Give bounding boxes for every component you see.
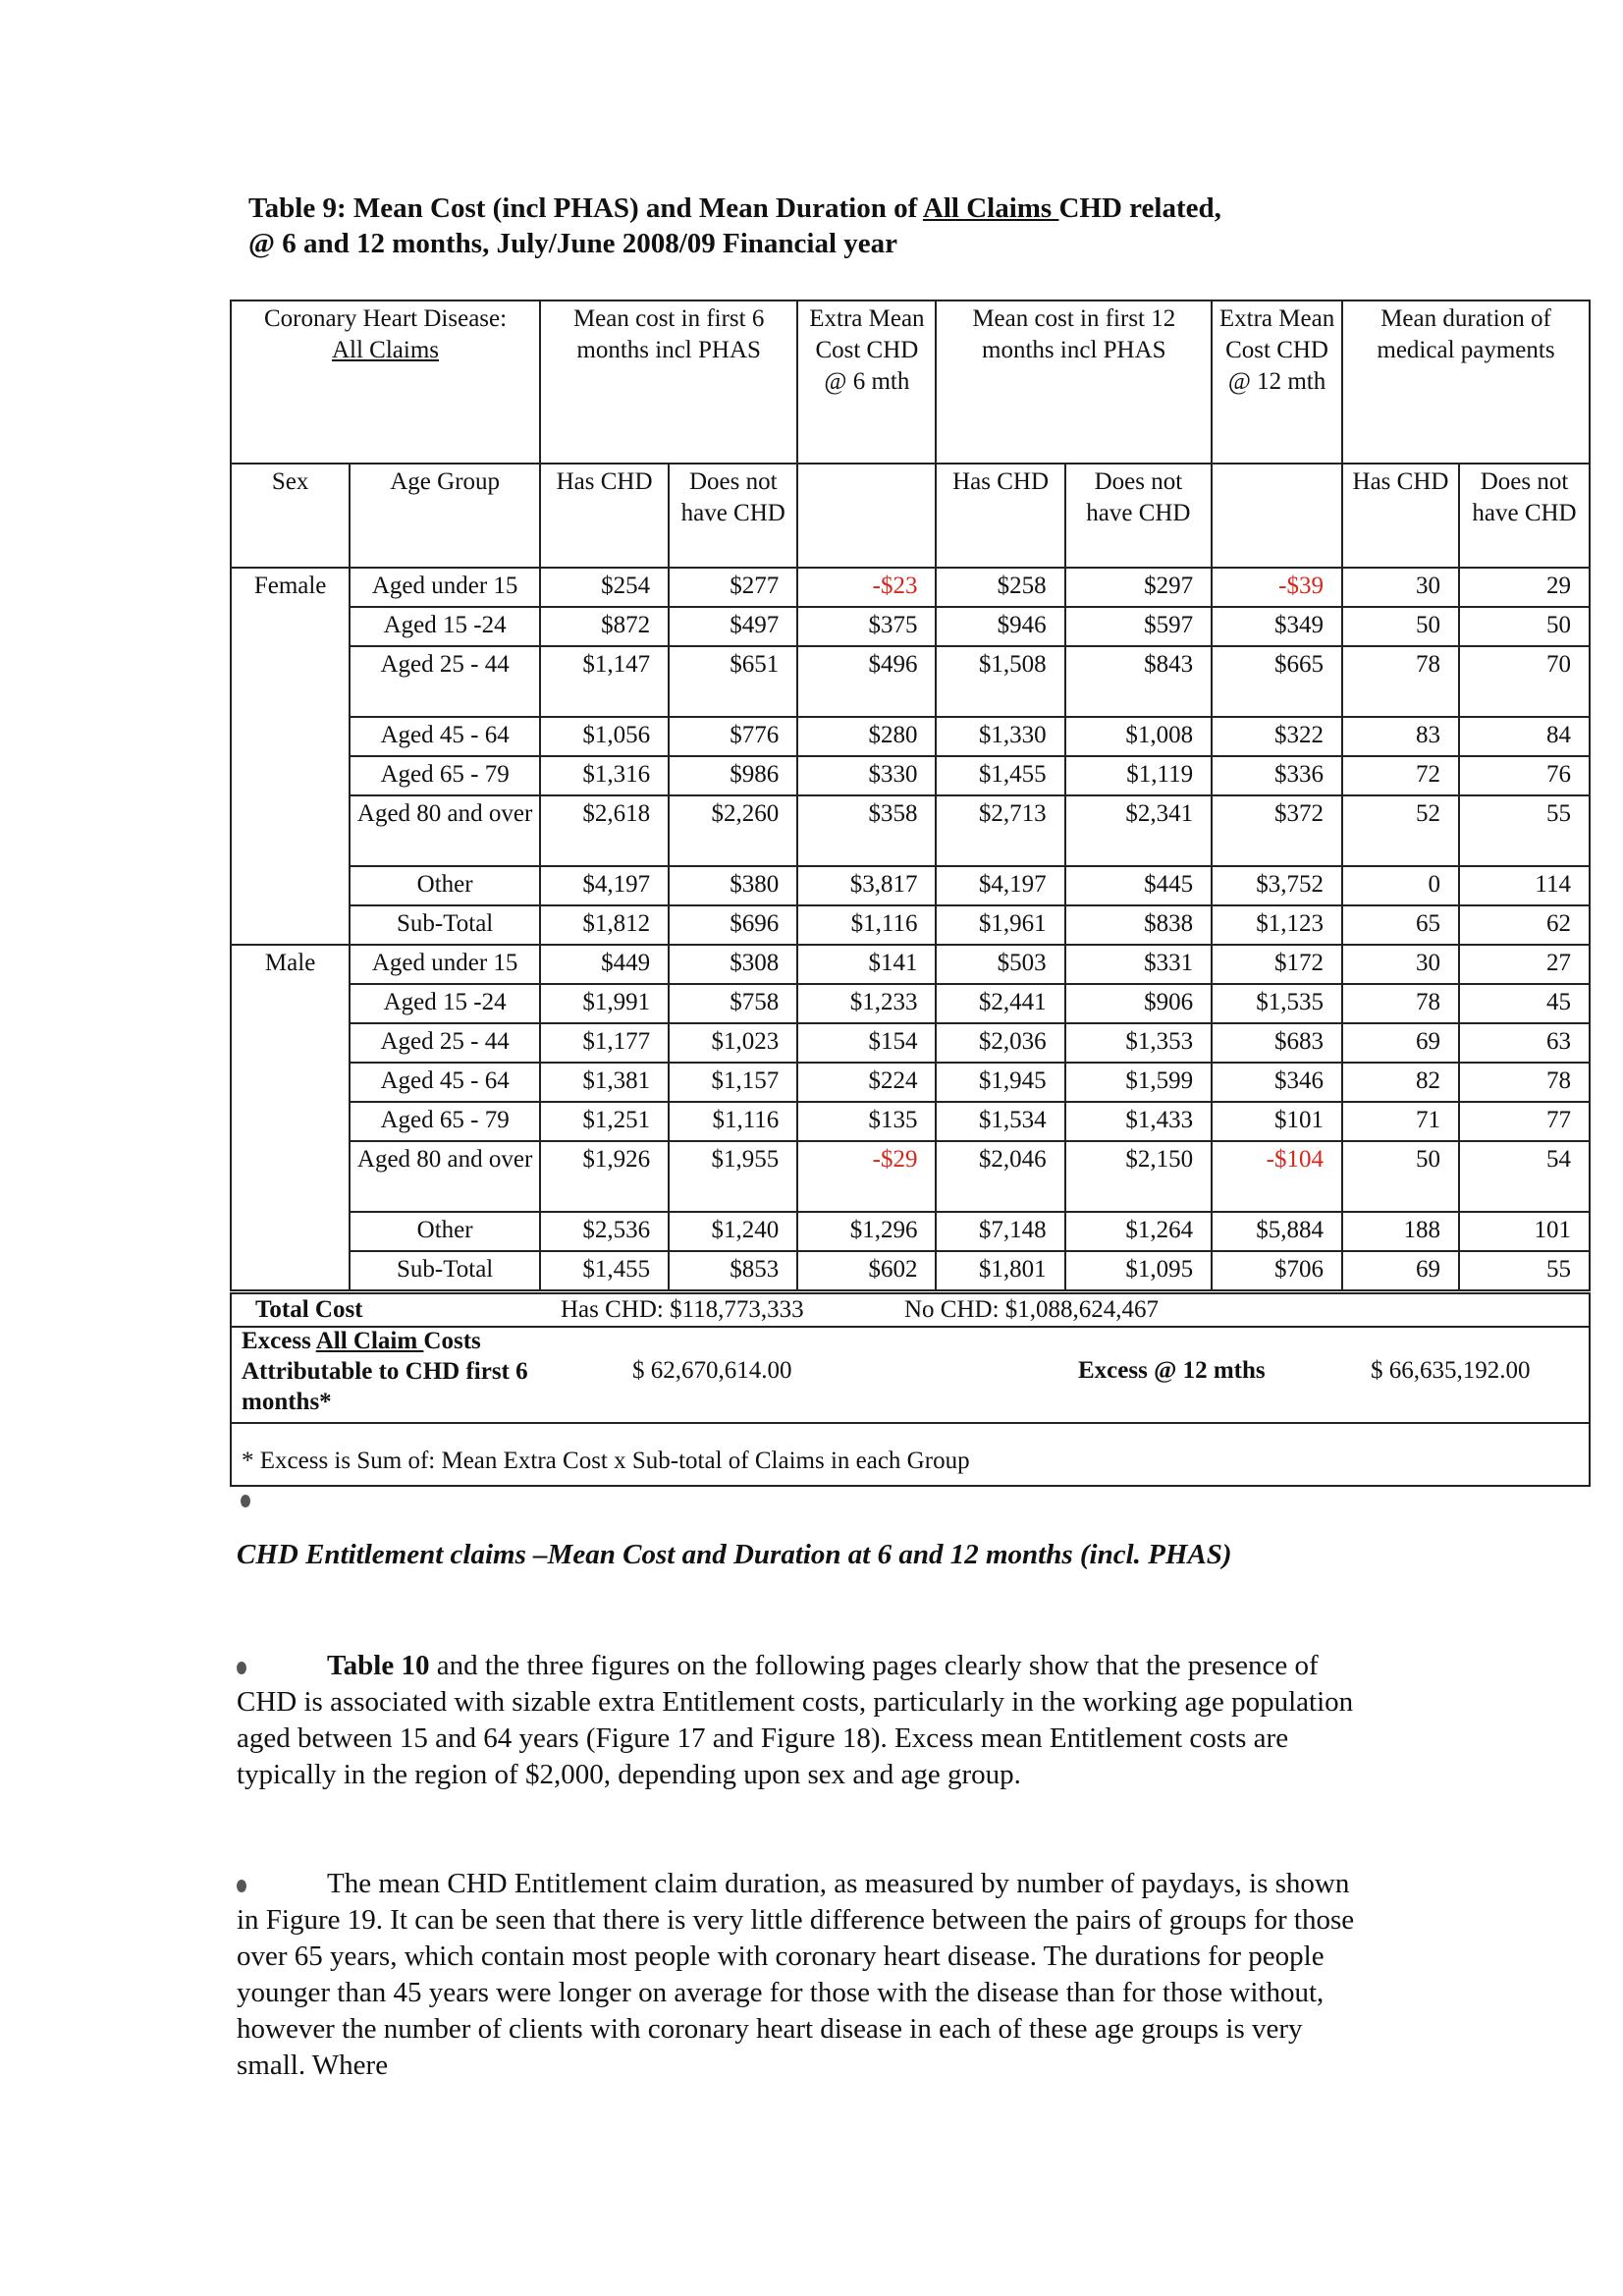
- value-cell-e12: $322: [1212, 717, 1342, 756]
- value-cell-e6: $602: [797, 1251, 936, 1290]
- value-cell-dn: 55: [1459, 1251, 1590, 1290]
- table-row: [231, 607, 1590, 646]
- value-cell-m6h: $872: [540, 607, 669, 646]
- age-group-cell: Aged 65 - 79: [350, 1102, 540, 1141]
- value-cell-dh: 50: [1342, 1141, 1459, 1212]
- value-cell-e6: $1,116: [797, 905, 936, 945]
- header-no-chd-6: Does not have CHD: [669, 464, 797, 568]
- value-cell-e12: $346: [1212, 1063, 1342, 1102]
- value-cell-m12h: $258: [936, 568, 1064, 607]
- header-no-chd-12: Does not have CHD: [1065, 464, 1212, 568]
- age-group-cell: Aged 80 and over: [350, 795, 540, 866]
- value-cell-e6: $141: [797, 945, 936, 984]
- value-cell-m6h: $2,618: [540, 795, 669, 866]
- table-row: [231, 1251, 1590, 1290]
- value-cell-m6h: $1,177: [540, 1023, 669, 1063]
- value-cell-m12h: $2,046: [936, 1141, 1064, 1212]
- value-cell-m6h: $449: [540, 945, 669, 984]
- total-cost-label: Total Cost: [255, 1296, 363, 1323]
- total-no-chd: No CHD: $1,088,624,467: [904, 1296, 1160, 1323]
- footnote: * Excess is Sum of: Mean Extra Cost x Sub-total of Claims in each Group: [242, 1448, 970, 1474]
- excess-label-pre: Excess: [242, 1328, 316, 1354]
- value-cell-dh: 71: [1342, 1102, 1459, 1141]
- paragraph-1: [237, 1648, 1366, 1793]
- excess-label: [242, 1326, 575, 1417]
- footnote-row: [230, 1422, 1591, 1487]
- value-cell-e12: $5,884: [1212, 1212, 1342, 1251]
- sex-cell: Male: [231, 945, 350, 1290]
- header-group-line2: All Claims: [331, 337, 440, 363]
- value-cell-dh: 52: [1342, 795, 1459, 866]
- value-cell-e12: $349: [1212, 607, 1342, 646]
- excess-label-underlined: All Claim: [315, 1328, 424, 1354]
- value-cell-m12n: $2,150: [1065, 1141, 1212, 1212]
- paragraph-1-text: and the three figures on the following pages clearly show that the presence of CHD is associated with sizable extra Entitlement costs, particularly in the working age population aged between 15 and 64 years (Figure 17 and Figure 18). Excess mean Entitlement costs are typically in the region of $2,000, depending upon sex and age group.: [237, 1650, 1354, 1790]
- value-cell-m12n: $1,008: [1065, 717, 1212, 756]
- header-extra6: Extra Mean Cost CHD @ 6 mth: [797, 301, 936, 464]
- value-cell-dn: 114: [1459, 866, 1590, 905]
- value-cell-dn: 50: [1459, 607, 1590, 646]
- value-cell-e6: $496: [797, 646, 936, 717]
- value-cell-dh: 78: [1342, 646, 1459, 717]
- header-group: [231, 301, 540, 464]
- value-cell-e6: $224: [797, 1063, 936, 1102]
- value-cell-m6n: $1,157: [669, 1063, 797, 1102]
- value-cell-dn: 84: [1459, 717, 1590, 756]
- value-cell-m6n: $1,023: [669, 1023, 797, 1063]
- header-extra12: Extra Mean Cost CHD @ 12 mth: [1212, 301, 1342, 464]
- paragraph-1-lead: Table 10: [327, 1650, 430, 1681]
- header-sex: Sex: [231, 464, 350, 568]
- value-cell-dh: 188: [1342, 1212, 1459, 1251]
- value-cell-e12: -$104: [1212, 1141, 1342, 1212]
- value-cell-m6h: $254: [540, 568, 669, 607]
- value-cell-e6: $375: [797, 607, 936, 646]
- value-cell-m12h: $1,945: [936, 1063, 1064, 1102]
- value-cell-m6n: $696: [669, 905, 797, 945]
- value-cell-dh: 50: [1342, 607, 1459, 646]
- value-cell-m12h: $1,330: [936, 717, 1064, 756]
- value-cell-m12h: $1,508: [936, 646, 1064, 717]
- value-cell-dh: 83: [1342, 717, 1459, 756]
- header-row-2: [231, 464, 1590, 568]
- value-cell-dn: 63: [1459, 1023, 1590, 1063]
- value-cell-e6: $3,817: [797, 866, 936, 905]
- table-row: [231, 866, 1590, 905]
- value-cell-m12n: $297: [1065, 568, 1212, 607]
- value-cell-m6h: $4,197: [540, 866, 669, 905]
- header-blank-6: [797, 464, 936, 568]
- excess-12-label: Excess @ 12 mths: [1078, 1357, 1266, 1384]
- header-mean12: Mean cost in first 12 months incl PHAS: [936, 301, 1212, 464]
- table-row: [231, 984, 1590, 1023]
- table-row: [231, 795, 1590, 866]
- value-cell-m12h: $503: [936, 945, 1064, 984]
- age-group-cell: Aged 65 - 79: [350, 756, 540, 795]
- value-cell-dn: 29: [1459, 568, 1590, 607]
- value-cell-m12h: $1,455: [936, 756, 1064, 795]
- excess-12-value: $ 66,635,192.00: [1371, 1357, 1531, 1384]
- value-cell-m6h: $1,316: [540, 756, 669, 795]
- value-cell-e12: $3,752: [1212, 866, 1342, 905]
- value-cell-e6: $280: [797, 717, 936, 756]
- value-cell-e6: $135: [797, 1102, 936, 1141]
- age-group-cell: Sub-Total: [350, 905, 540, 945]
- header-has-chd-6: Has CHD: [540, 464, 669, 568]
- table-row: [231, 1212, 1590, 1251]
- value-cell-dn: 55: [1459, 795, 1590, 866]
- value-cell-m12n: $906: [1065, 984, 1212, 1023]
- value-cell-e6: $1,233: [797, 984, 936, 1023]
- value-cell-e6: $1,296: [797, 1212, 936, 1251]
- bullet-icon: [237, 1880, 246, 1892]
- header-has-chd-12: Has CHD: [936, 464, 1064, 568]
- value-cell-dh: 78: [1342, 984, 1459, 1023]
- value-cell-m12h: $2,036: [936, 1023, 1064, 1063]
- value-cell-m6h: $1,926: [540, 1141, 669, 1212]
- value-cell-dn: 101: [1459, 1212, 1590, 1251]
- bullet-icon: [241, 1495, 250, 1507]
- header-has-chd-dur: Has CHD: [1342, 464, 1459, 568]
- age-group-cell: Aged 15 -24: [350, 984, 540, 1023]
- value-cell-m12n: $597: [1065, 607, 1212, 646]
- value-cell-m6h: $1,381: [540, 1063, 669, 1102]
- value-cell-m6h: $2,536: [540, 1212, 669, 1251]
- age-group-cell: Sub-Total: [350, 1251, 540, 1290]
- value-cell-dn: 77: [1459, 1102, 1590, 1141]
- value-cell-m6h: $1,147: [540, 646, 669, 717]
- value-cell-e12: $336: [1212, 756, 1342, 795]
- value-cell-e12: -$39: [1212, 568, 1342, 607]
- value-cell-e12: $665: [1212, 646, 1342, 717]
- header-age-group: Age Group: [350, 464, 540, 568]
- value-cell-dn: 62: [1459, 905, 1590, 945]
- value-cell-m6n: $2,260: [669, 795, 797, 866]
- value-cell-dh: 82: [1342, 1063, 1459, 1102]
- age-group-cell: Aged 45 - 64: [350, 1063, 540, 1102]
- value-cell-e12: $101: [1212, 1102, 1342, 1141]
- value-cell-m12n: $2,341: [1065, 795, 1212, 866]
- table-body: [231, 568, 1590, 1290]
- value-cell-dh: 30: [1342, 945, 1459, 984]
- value-cell-e12: $683: [1212, 1023, 1342, 1063]
- value-cell-m6n: $853: [669, 1251, 797, 1290]
- header-blank-12: [1212, 464, 1342, 568]
- value-cell-dh: 0: [1342, 866, 1459, 905]
- value-cell-m6n: $1,240: [669, 1212, 797, 1251]
- value-cell-m6h: $1,455: [540, 1251, 669, 1290]
- age-group-cell: Aged 15 -24: [350, 607, 540, 646]
- header-group-line1: Coronary Heart Disease:: [263, 305, 508, 332]
- title-text-end: CHD related,: [1058, 192, 1221, 224]
- age-group-cell: Aged under 15: [350, 945, 540, 984]
- value-cell-m12h: $2,441: [936, 984, 1064, 1023]
- value-cell-m12h: $4,197: [936, 866, 1064, 905]
- table-row: [231, 568, 1590, 607]
- age-group-cell: Aged under 15: [350, 568, 540, 607]
- value-cell-m12n: $445: [1065, 866, 1212, 905]
- value-cell-e12: $706: [1212, 1251, 1342, 1290]
- value-cell-m6n: $651: [669, 646, 797, 717]
- age-group-cell: Other: [350, 1212, 540, 1251]
- value-cell-e6: $154: [797, 1023, 936, 1063]
- value-cell-dn: 54: [1459, 1141, 1590, 1212]
- table-row: [231, 1023, 1590, 1063]
- age-group-cell: Aged 25 - 44: [350, 1023, 540, 1063]
- value-cell-e6: $358: [797, 795, 936, 866]
- title-underlined: All Claims: [922, 192, 1059, 224]
- table-row: [231, 646, 1590, 717]
- value-cell-m6h: $1,251: [540, 1102, 669, 1141]
- age-group-cell: Aged 25 - 44: [350, 646, 540, 717]
- value-cell-m6n: $277: [669, 568, 797, 607]
- value-cell-e6: $330: [797, 756, 936, 795]
- value-cell-m6n: $1,955: [669, 1141, 797, 1212]
- title-line2: @ 6 and 12 months, July/June 2008/09 Financial year: [248, 228, 898, 259]
- value-cell-dh: 72: [1342, 756, 1459, 795]
- table-title: [248, 191, 1427, 261]
- age-group-cell: Other: [350, 866, 540, 905]
- header-duration: Mean duration of medical payments: [1342, 301, 1590, 464]
- cost-table: [230, 300, 1591, 1291]
- value-cell-m12h: $7,148: [936, 1212, 1064, 1251]
- section-heading: CHD Entitlement claims –Mean Cost and Duration at 6 and 12 months (incl. PHAS): [237, 1539, 1232, 1570]
- table-row: [231, 1102, 1590, 1141]
- paragraph-2: [237, 1866, 1366, 2084]
- value-cell-m12n: $1,353: [1065, 1023, 1212, 1063]
- value-cell-m6n: $497: [669, 607, 797, 646]
- value-cell-e12: $372: [1212, 795, 1342, 866]
- header-row-1: [231, 301, 1590, 464]
- header-mean6: Mean cost in first 6 months incl PHAS: [540, 301, 797, 464]
- value-cell-m12n: $1,433: [1065, 1102, 1212, 1141]
- value-cell-e12: $1,123: [1212, 905, 1342, 945]
- bullet-icon: [237, 1662, 246, 1674]
- table-row: [231, 1063, 1590, 1102]
- value-cell-m6h: $1,056: [540, 717, 669, 756]
- value-cell-m12h: $1,961: [936, 905, 1064, 945]
- value-cell-m12n: $1,095: [1065, 1251, 1212, 1290]
- value-cell-m12n: $838: [1065, 905, 1212, 945]
- age-group-cell: Aged 45 - 64: [350, 717, 540, 756]
- value-cell-e12: $1,535: [1212, 984, 1342, 1023]
- value-cell-dn: 78: [1459, 1063, 1590, 1102]
- table-row: [231, 905, 1590, 945]
- value-cell-e12: $172: [1212, 945, 1342, 984]
- value-cell-m12n: $331: [1065, 945, 1212, 984]
- value-cell-m6n: $758: [669, 984, 797, 1023]
- value-cell-m6n: $308: [669, 945, 797, 984]
- excess-row: [230, 1326, 1591, 1424]
- value-cell-m6n: $776: [669, 717, 797, 756]
- table-row: [231, 756, 1590, 795]
- value-cell-dh: 69: [1342, 1023, 1459, 1063]
- value-cell-e6: -$23: [797, 568, 936, 607]
- title-text: Table 9: Mean Cost (incl PHAS) and Mean Duration of: [248, 192, 923, 224]
- header-no-chd-dur: Does not have CHD: [1459, 464, 1590, 568]
- value-cell-e6: -$29: [797, 1141, 936, 1212]
- value-cell-dn: 76: [1459, 756, 1590, 795]
- value-cell-dh: 65: [1342, 905, 1459, 945]
- total-cost-row: [230, 1292, 1591, 1328]
- value-cell-m12n: $1,264: [1065, 1212, 1212, 1251]
- paragraph-2-text: The mean CHD Entitlement claim duration, as measured by number of paydays, is shown in Figure 19. It can be seen that there is very little difference between the pairs of groups for those over 65 years, which contain most people with coronary heart disease. The durations for people younger than 45 years were longer on average for those with the disease than for those without, however the number of clients with coronary heart disease in each of these age groups is very small. Where: [237, 1868, 1355, 2081]
- excess-label-post: Costs Attributable to CHD first 6 months*: [242, 1328, 528, 1415]
- table-row: [231, 1141, 1590, 1212]
- value-cell-m6n: $380: [669, 866, 797, 905]
- table-row: [231, 717, 1590, 756]
- value-cell-m12n: $1,119: [1065, 756, 1212, 795]
- value-cell-dh: 30: [1342, 568, 1459, 607]
- value-cell-dn: 27: [1459, 945, 1590, 984]
- value-cell-dn: 70: [1459, 646, 1590, 717]
- value-cell-m6n: $1,116: [669, 1102, 797, 1141]
- value-cell-dh: 69: [1342, 1251, 1459, 1290]
- age-group-cell: Aged 80 and over: [350, 1141, 540, 1212]
- value-cell-m12h: $1,801: [936, 1251, 1064, 1290]
- table-row: [231, 945, 1590, 984]
- excess-6-value: $ 62,670,614.00: [632, 1357, 792, 1384]
- value-cell-m12n: $1,599: [1065, 1063, 1212, 1102]
- value-cell-m12h: $1,534: [936, 1102, 1064, 1141]
- value-cell-m12n: $843: [1065, 646, 1212, 717]
- value-cell-m12h: $946: [936, 607, 1064, 646]
- value-cell-m12h: $2,713: [936, 795, 1064, 866]
- value-cell-m6h: $1,812: [540, 905, 669, 945]
- value-cell-m6h: $1,991: [540, 984, 669, 1023]
- total-has-chd: Has CHD: $118,773,333: [561, 1296, 804, 1323]
- value-cell-dn: 45: [1459, 984, 1590, 1023]
- value-cell-m6n: $986: [669, 756, 797, 795]
- sex-cell: Female: [231, 568, 350, 945]
